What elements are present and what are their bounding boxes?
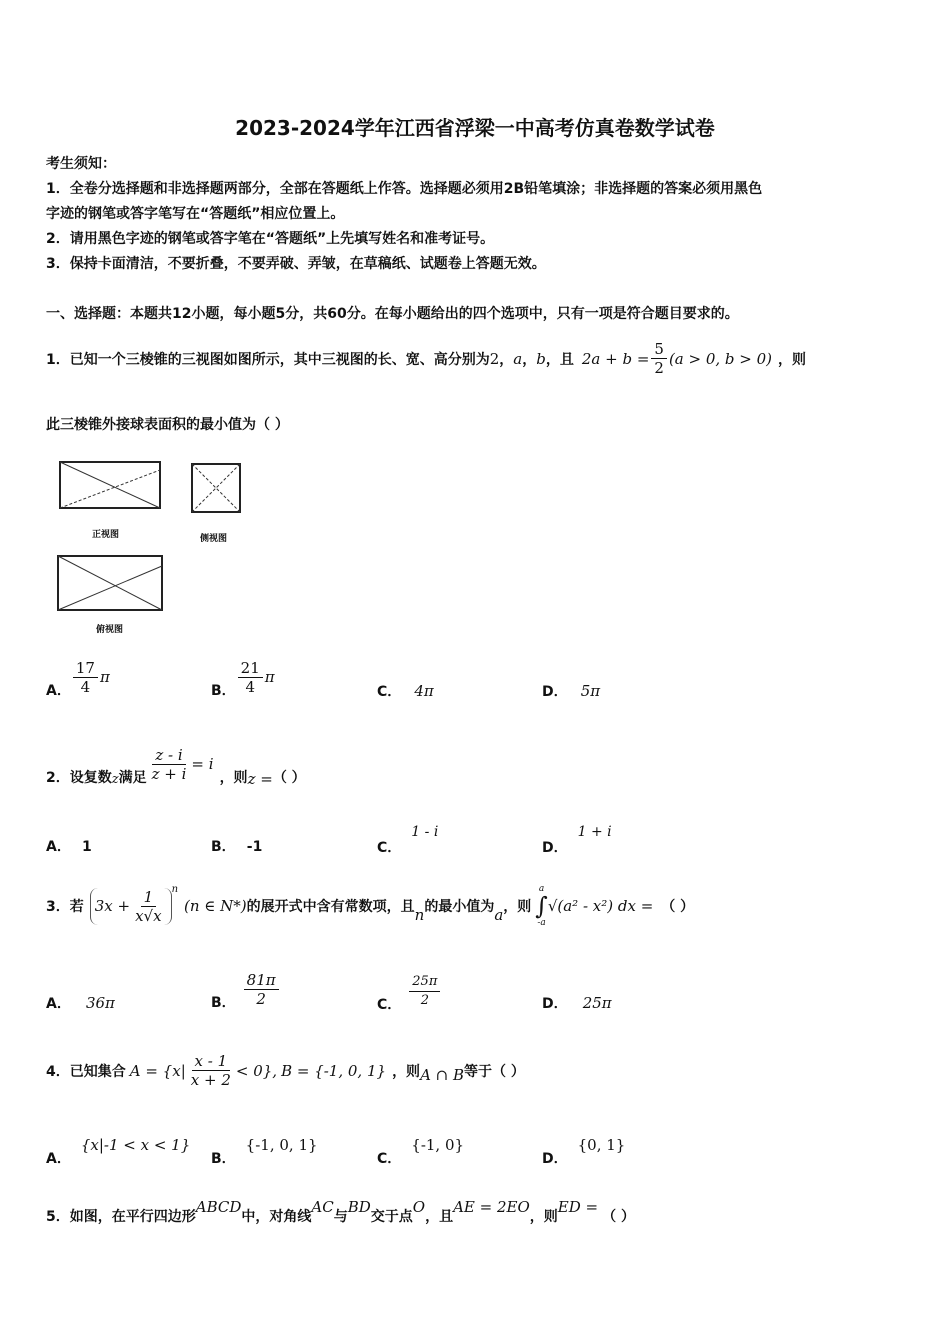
- question-2: [46, 740, 306, 788]
- q3-option-d-value: 25π: [582, 994, 612, 1012]
- q4-option-c-label: C．: [377, 1151, 402, 1167]
- q2-text-c: ，则: [219, 770, 248, 786]
- q3-option-a-label: A．: [46, 996, 71, 1012]
- q1-condition: (a > 0, b > 0): [668, 349, 773, 368]
- side-view-label: 侧视图: [200, 534, 228, 544]
- q5-text-e: ，且: [425, 1209, 454, 1225]
- top-view-diagonal: [58, 556, 162, 610]
- q2-option-b-value: -1: [246, 839, 263, 855]
- q4-option-b-value: {-1, 0, 1}: [245, 1136, 318, 1154]
- q1-fraction: [651, 340, 667, 377]
- q3-binomial: [90, 888, 172, 925]
- q1-v2: 2: [489, 349, 500, 368]
- q2-option-a-value: 1: [81, 839, 92, 855]
- q1-option-a-den: 4: [80, 677, 91, 696]
- q4-set-b: B = {-1, 0, 1}: [281, 1061, 387, 1080]
- q3-option-b-num: 81π: [244, 971, 279, 990]
- q1-option-d-label: D．: [542, 684, 568, 700]
- q3-option-b-den: 2: [256, 989, 266, 1008]
- q5-ed: ED =: [557, 1198, 599, 1216]
- q4-fraction-num: x - 1: [192, 1052, 231, 1071]
- q3-var-n: n: [414, 906, 425, 924]
- q3-option-b[interactable]: [211, 966, 281, 1012]
- q5-text-f: ，则: [529, 1209, 558, 1225]
- q1-option-b-label: B．: [211, 683, 236, 699]
- question-5: [46, 1198, 635, 1226]
- q1-option-b-fraction: [238, 659, 263, 696]
- q3-text-c: 的最小值为: [424, 899, 495, 915]
- q4-text-b: ，则: [392, 1063, 421, 1080]
- q2-option-c[interactable]: [377, 824, 438, 857]
- front-view-label: 正视图: [92, 530, 120, 540]
- q4-option-c[interactable]: [377, 1136, 464, 1168]
- q2-fraction: [149, 746, 190, 783]
- q1-option-b-num: 21: [238, 659, 263, 678]
- q2-fraction-num: z - i: [152, 746, 185, 765]
- integral-sign-icon: ∫: [535, 892, 548, 920]
- q3-option-d[interactable]: [542, 993, 612, 1013]
- front-view-figure: [56, 458, 166, 514]
- q2-option-b[interactable]: [211, 836, 262, 856]
- q3-option-c[interactable]: [377, 968, 442, 1014]
- q5-text-c: 与: [333, 1209, 348, 1225]
- q1-fraction-den: 2: [654, 359, 664, 377]
- q3-exponent: n: [171, 884, 179, 895]
- front-view-diagonal: [60, 462, 160, 508]
- q3-option-c-num: 25π: [409, 973, 440, 992]
- q3-option-b-fraction: [244, 971, 279, 1008]
- q5-condition: AE = 2EO: [453, 1198, 530, 1216]
- q2-option-d[interactable]: [542, 824, 612, 857]
- q1-lhs: 2a + b =: [581, 349, 650, 368]
- q3-inner-fraction: [132, 888, 164, 925]
- q1-option-a-num: 17: [73, 659, 98, 678]
- q3-integral: [535, 884, 548, 928]
- notice-heading: 考生须知：: [46, 156, 116, 172]
- q4-set-a-end: < 0},: [235, 1061, 278, 1080]
- q3-option-c-label: C．: [377, 997, 402, 1013]
- q5-text-d: 交于点: [370, 1209, 413, 1225]
- q4-set-a-fraction: [188, 1052, 234, 1089]
- q5-o: O: [412, 1198, 426, 1216]
- notice-line-3: 3．保持卡面清洁，不要折叠，不要弄破、弄皱，在草稿纸、试题卷上答题无效。: [46, 256, 546, 272]
- q1-option-a-label: A．: [46, 683, 71, 699]
- q2-option-d-value: 1 + i: [577, 824, 612, 840]
- q3-inner-num: 1: [141, 888, 157, 907]
- q4-option-a[interactable]: [46, 1136, 190, 1168]
- q3-text-e: （ ）: [661, 899, 695, 915]
- q2-option-c-value: 1 - i: [411, 824, 439, 840]
- q4-option-d-label: D．: [542, 1151, 568, 1167]
- q3-option-a-value: 36π: [85, 994, 115, 1012]
- notice-line-1: 1．全卷分选择题和非选择题两部分，全部在答题纸上作答。选择题必须用2B铅笔填涂；非选择题的答案必须用黑色: [46, 181, 763, 197]
- q3-option-d-label: D．: [542, 996, 568, 1012]
- q2-option-c-label: C．: [377, 840, 402, 856]
- q1-option-c[interactable]: [377, 681, 434, 701]
- top-view-label: 俯视图: [96, 625, 124, 635]
- q2-fraction-den: z + i: [151, 764, 187, 783]
- q1-option-c-value: 4π: [414, 682, 434, 700]
- q1-option-a-suffix: π: [99, 668, 110, 686]
- q1-option-a-fraction: [73, 659, 98, 696]
- q2-option-b-label: B．: [211, 839, 236, 855]
- notice-line-2: 2．请用黑色字迹的钢笔或答字笔在“答题纸”上先填写姓名和准考证号。: [46, 231, 495, 247]
- q2-text-d: （ ）: [272, 770, 306, 786]
- q1-option-c-label: C．: [377, 684, 402, 700]
- q4-option-b[interactable]: [211, 1136, 318, 1168]
- q4-option-c-value: {-1, 0}: [411, 1136, 465, 1154]
- q3-inner-a: 3x +: [94, 897, 131, 915]
- q1-vb: b: [536, 349, 546, 368]
- q5-ac: AC: [311, 1198, 334, 1216]
- q4-option-d-value: {0, 1}: [577, 1136, 626, 1154]
- q3-option-b-label: B．: [211, 995, 236, 1011]
- q5-text-a: 5．如图，在平行四边形: [46, 1209, 196, 1225]
- q3-text-b: 的展开式中含有常数项，且: [246, 899, 415, 915]
- q1-text-b: 此三棱锥外接球表面积的最小值为（ ）: [46, 417, 289, 433]
- q1-fraction-num: 5: [651, 340, 667, 359]
- q1-option-b-suffix: π: [264, 668, 275, 686]
- q4-fraction-den: x + 2: [190, 1071, 231, 1089]
- q4-option-d[interactable]: [542, 1136, 625, 1168]
- question-3: [46, 884, 694, 928]
- top-view-figure: [54, 552, 168, 614]
- q2-text-a: 2．设复数: [46, 770, 112, 786]
- q2-option-a-label: A．: [46, 839, 71, 855]
- q4-option-a-value: {x|-1 < x < 1}: [80, 1136, 191, 1154]
- q3-var-a: a: [494, 906, 504, 924]
- q2-z-eq: z =: [247, 770, 273, 788]
- q3-text-a: 3．若: [46, 899, 84, 915]
- q1-option-d[interactable]: [542, 681, 600, 701]
- q1-ze: ，则: [778, 351, 807, 368]
- side-view-figure: [188, 460, 244, 516]
- q5-text-b: 中，对角线: [241, 1209, 312, 1225]
- q4-text-a: 4．已知集合: [46, 1063, 126, 1080]
- q3-inner-den: x√x: [135, 906, 162, 925]
- q3-integral-upper: a: [538, 884, 545, 894]
- q2-text-b: 满足: [118, 770, 147, 786]
- q2-rhs: = i: [191, 755, 214, 773]
- q2-option-d-label: D．: [542, 840, 568, 856]
- q5-bd: BD: [347, 1198, 371, 1216]
- question-1: [46, 340, 806, 377]
- q2-var-z: z: [111, 771, 119, 787]
- page-title: 2023-2024学年江西省浮梁一中高考仿真卷数学试卷: [235, 116, 715, 140]
- q3-condition: (n ∈ N*): [184, 897, 247, 915]
- section-heading: 一、选择题：本题共12小题，每小题5分，共60分。在每小题给出的四个选项中，只有一项是符合题目要求的。: [46, 306, 739, 322]
- q4-option-a-label: A．: [46, 1151, 71, 1167]
- q1-sep1: ，: [499, 351, 514, 368]
- q3-integrand: √(a² - x²) dx =: [547, 897, 654, 915]
- question-4: [46, 1052, 525, 1089]
- q1-va: a: [513, 349, 523, 368]
- q2-option-a[interactable]: [46, 836, 92, 856]
- q3-option-a[interactable]: [46, 993, 115, 1013]
- q3-integral-lower: -a: [537, 918, 546, 928]
- q1-sep2: ，: [522, 351, 537, 368]
- q5-abcd: ABCD: [195, 1198, 242, 1216]
- q3-option-c-fraction: [409, 973, 440, 1010]
- q3-text-d: ，则: [503, 899, 532, 915]
- q5-text-g: （ ）: [602, 1209, 635, 1225]
- q1-qie: ，且: [545, 351, 574, 368]
- q4-set-a-start: A = {x|: [129, 1061, 186, 1080]
- q1-option-a[interactable]: [46, 654, 110, 700]
- front-view-hidden-edge: [60, 470, 160, 508]
- q1-option-d-value: 5π: [580, 682, 601, 700]
- q3-option-c-den: 2: [420, 992, 429, 1008]
- q1-option-b-den: 4: [245, 677, 255, 696]
- q1-text-a: 1．已知一个三棱锥的三视图如图所示，其中三视图的长、宽、高分别为: [46, 351, 490, 368]
- top-view-edge: [58, 566, 162, 610]
- q1-option-b[interactable]: [211, 654, 275, 700]
- notice-line-1b: 字迹的钢笔或答字笔写在“答题纸”相应位置上。: [46, 206, 345, 222]
- q4-intersection: A ∩ B: [420, 1065, 465, 1084]
- q4-text-c: 等于（ ）: [464, 1063, 525, 1080]
- q4-option-b-label: B．: [211, 1151, 236, 1167]
